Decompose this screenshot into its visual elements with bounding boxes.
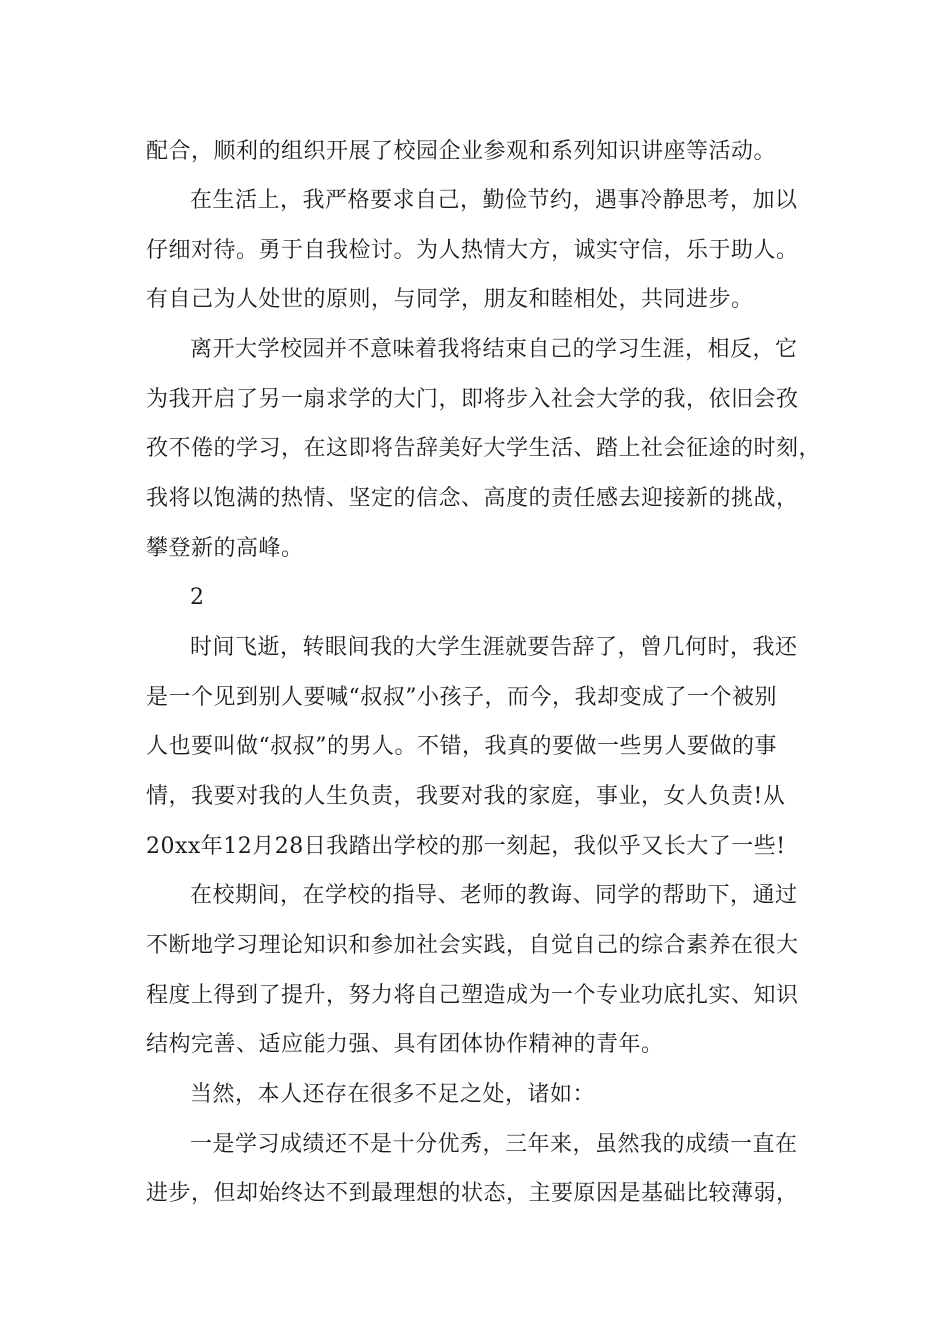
text-line: 孜不倦的学习，在这即将告辞美好大学生活、踏上社会征途的时刻， — [146, 436, 822, 461]
text-line: 人也要叫做“叔叔”的男人。不错，我真的要做一些男人要做的事 — [146, 734, 777, 759]
text-line: 是一个见到别人要喊“叔叔”小孩子，而今，我却变成了一个被别 — [146, 685, 777, 710]
text-line: 不断地学习理论知识和参加社会实践，自觉自己的综合素养在很大 — [146, 933, 799, 958]
text-line: 配合，顺利的组织开展了校园企业参观和系列知识讲座等活动。 — [146, 139, 777, 164]
text-line: 当然，本人还存在很多不足之处，诸如： — [190, 1082, 596, 1107]
text-line: 我将以饱满的热情、坚定的信念、高度的责任感去迎接新的挑战， — [146, 486, 799, 511]
text-line: 进步，但却始终达不到最理想的状态，主要原因是基础比较薄弱， — [146, 1181, 799, 1206]
text-line: 在校期间，在学校的指导、老师的教诲、同学的帮助下，通过 — [190, 883, 798, 908]
section-number: 2 — [190, 585, 205, 610]
text-line: 离开大学校园并不意味着我将结束自己的学习生涯，相反，它 — [190, 337, 798, 362]
text-line: 结构完善、适应能力强、具有团体协作精神的青年。 — [146, 1032, 664, 1057]
text-line: 在生活上，我严格要求自己，勤俭节约，遇事冷静思考，加以 — [190, 188, 798, 213]
text-line: 20xx年12月28日我踏出学校的那一刻起，我似乎又长大了一些! — [146, 834, 786, 859]
text-line: 时间飞逝，转眼间我的大学生涯就要告辞了，曾几何时，我还 — [190, 635, 798, 660]
text-line: 仔细对待。勇于自我检讨。为人热情大方，诚实守信，乐于助人。 — [146, 238, 799, 263]
text-line: 情，我要对我的人生负责，我要对我的家庭，事业，女人负责!从 — [146, 784, 786, 809]
text-line: 程度上得到了提升，努力将自己塑造成为一个专业功底扎实、知识 — [146, 983, 799, 1008]
text-line: 有自己为人处世的原则，与同学，朋友和睦相处，共同进步。 — [146, 287, 754, 312]
text-line: 为我开启了另一扇求学的大门，即将步入社会大学的我，依旧会孜 — [146, 387, 799, 412]
text-line: 一是学习成绩还不是十分优秀，三年来，虽然我的成绩一直在 — [190, 1132, 798, 1157]
text-line: 攀登新的高峰。 — [146, 536, 304, 561]
